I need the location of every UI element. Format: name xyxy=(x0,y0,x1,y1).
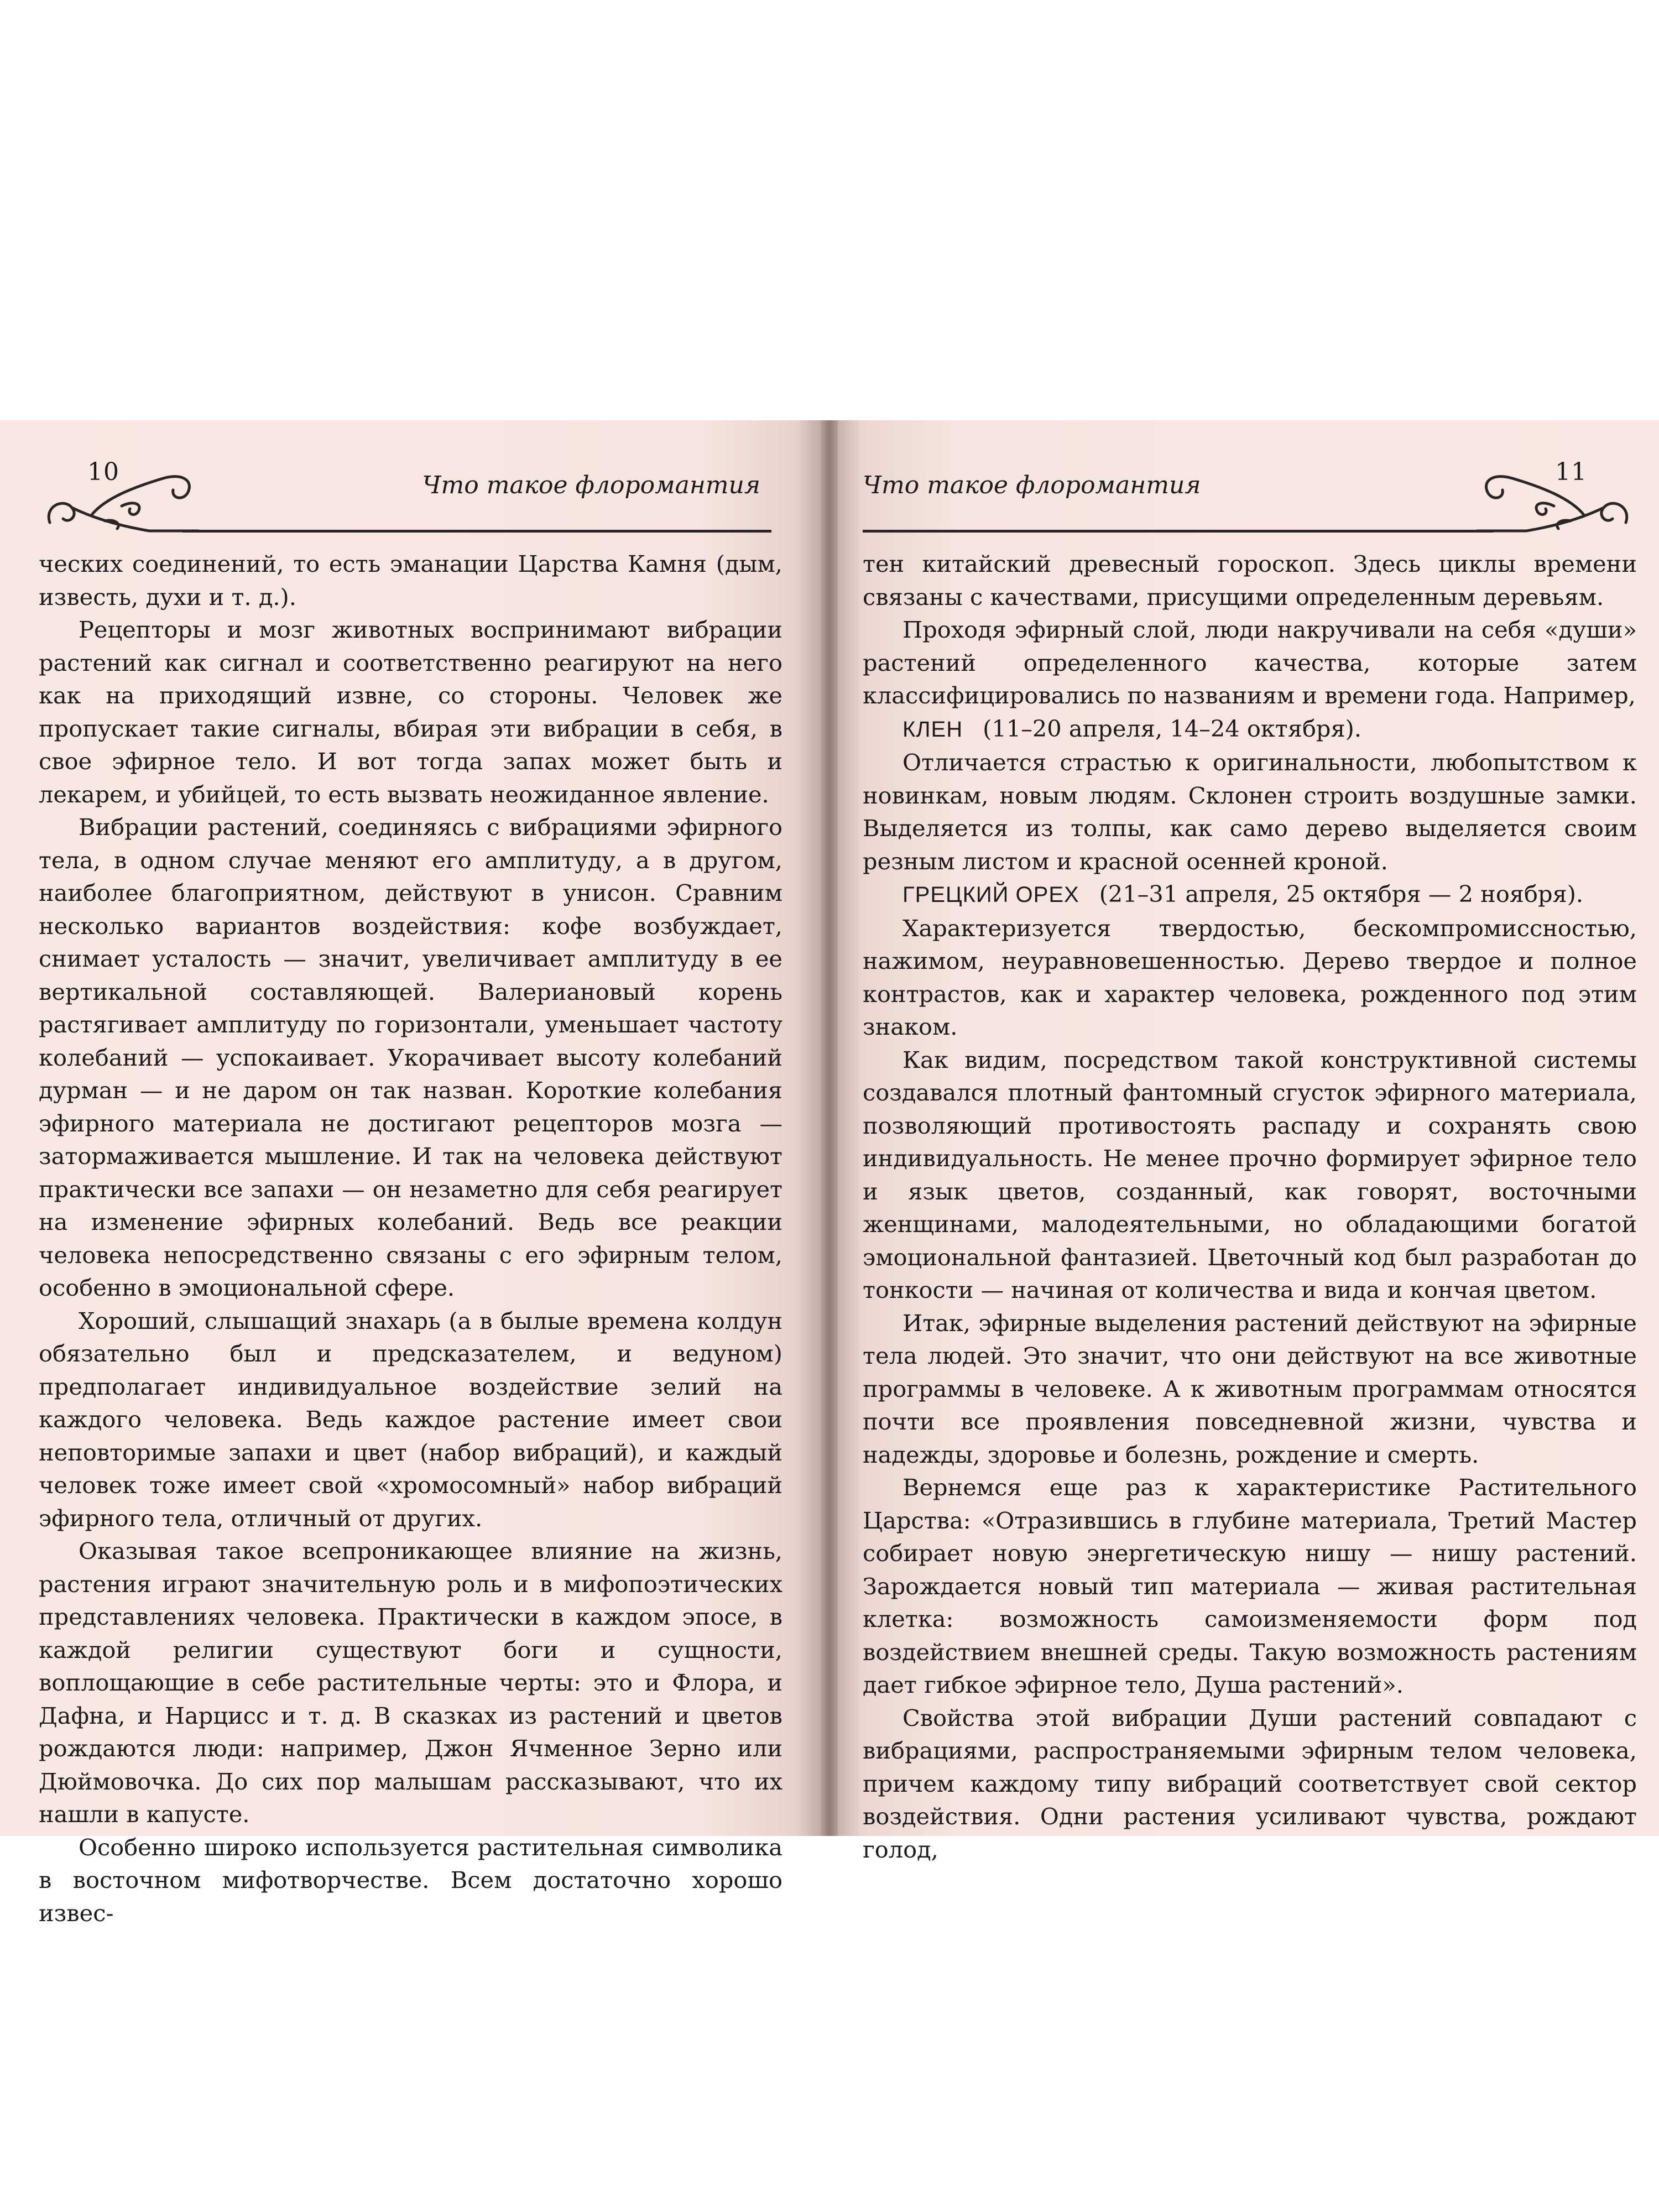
left-page xyxy=(0,420,821,1927)
tree-name: ГРЕЦКИЙ ОРЕХ xyxy=(902,883,1079,907)
right-page-header xyxy=(863,420,1637,547)
tree-dates: (21–31 апреля, 25 октября — 2 ноября). xyxy=(1099,880,1584,907)
horoscope-entry-heading xyxy=(863,878,1637,912)
running-title: Что такое флоромантия xyxy=(422,471,760,499)
paragraph: Рецепторы и мозг животных воспринимают вибрации растений как сигнал и соответственно реагируют на него как на приходящий извне, со стороны. Человек же пропускает такие сигналы, вбирая эти вибрации в себя, в свое эфирное тело. И вот тогда запах может быть и лекарем, и убийцей, то есть вызвать неожиданное явление. xyxy=(39,616,782,808)
paragraph: Итак, эфирные выделения растений действуют на эфирные тела людей. Это значит, что они действуют на все животные программы в человеке. А к животным программам относятся почти все проявления повседневной жизни, чувства и надежды, здоровье и болезнь, рождение и смерть. xyxy=(863,1309,1637,1468)
right-page xyxy=(838,420,1659,1863)
tree-dates: (11–20 апреля, 14–24 октября). xyxy=(983,714,1362,742)
paragraph: Проходя эфирный слой, люди накручивали на себя «души» растений определенного качества, которые затем классифицировались по названиям и времени года. Например, xyxy=(863,616,1637,709)
header-rule xyxy=(182,530,771,533)
book-gutter xyxy=(821,420,838,1836)
paragraph: Как видим, посредством такой конструктивной системы создавался плотный фантомный сгусток эфирного материала, позволяющий противостоять распаду и сохранять свою индивидуальность. Не менее прочно формирует эфирное тело и язык цветов, созданный, как говорят, восточными женщинами, малодеятельными, но обладающими богатой эмоциональной фантазией. Цветочный код был разработан до тонкости — начиная от количества и вида и кончая цветом. xyxy=(863,1046,1637,1303)
tree-name: КЛЕН xyxy=(902,717,963,742)
left-page-body xyxy=(39,547,782,1929)
paragraph: Особенно широко используется растительная символика в восточном мифотворчестве. Всем достаточно хорошо извес- xyxy=(39,1833,782,1927)
paragraph: Свойства этой вибрации Души растений совпадают с вибрациями, распространяемыми эфирным телом человека, причем каждому типу вибраций соответствует свой сектор воздействия. Одни растения усиливают чувства, рождают голод, xyxy=(863,1704,1637,1863)
paragraph: тен китайский древесный гороскоп. Здесь циклы времени связаны с качествами, присущими определенным деревьям. xyxy=(863,550,1637,611)
book-spread xyxy=(0,420,1659,1927)
running-title: Что такое флоромантия xyxy=(863,471,1201,499)
paragraph: Оказывая такое всепроникающее влияние на жизнь, растения играют значительную роль и в мифопоэтических представлениях человека. Практически в каждом эпосе, в каждой религии существуют боги и сущности, воплощающие в себе растительные черты: это и Флора, и Дафна, и Нарцисс и т. д. В сказках из растений и цветов рождаются люди: например, Джон Ячменное Зерно или Дюймовочка. До сих пор малышам рассказывают, что их нашли в капусте. xyxy=(39,1537,782,1828)
paragraph: Характеризуется твердостью, бескомпромиссностью, нажимом, неуравновешенностью. Дерево твердое и полное контрастов, как и характер человека, рожденного под этим знаком. xyxy=(863,914,1637,1040)
paragraph: Вернемся еще раз к характеристике Растительного Царства: «Отразившись в глубине материала, Третий Мастер собирает новую энергетическую нишу — нишу растений. Зарождается новый тип материала — живая растительная клетка: возможность самоизменяемости форм под воздействием внешней среды. Такую возможность растениям дает гибкое эфирное тело, Душа растений». xyxy=(863,1474,1637,1698)
right-page-body xyxy=(863,547,1637,1866)
left-page-header xyxy=(39,420,782,547)
paragraph: Отличается страстью к оригинальности, любопытством к новинкам, новым людям. Склонен строить воздушные замки. Выделяется из толпы, как само дерево выделяется своим резным листом и красной осенней кроной. xyxy=(863,749,1637,875)
page-number: 11 xyxy=(1555,458,1587,486)
paragraph: Хороший, слышащий знахарь (а в былые времена колдун обязательно был и предсказателем, и ведуном) предполагает индивидуальное воздействие зелий на каждого человека. Ведь каждое растение имеет свои неповторимые запахи и цвет (набор вибраций), и каждый человек тоже имеет свой «хромосомный» набор вибраций эфирного тела, отличный от других. xyxy=(39,1307,782,1532)
paragraph: Вибрации растений, соединяясь с вибрациями эфирного тела, в одном случае меняют его амплитуду, а в другом, наиболее благоприятном, действуют в унисон. Сравним несколько вариантов воздействия: кофе возбуждает, снимает усталость — значит, увеличивает амплитуду в ее вертикальной составляющей. Валериановый корень растягивает амплитуду по горизонтали, уменьшает частоту колебаний — успокаивает. Укорачивает высоту колебаний дурман — и не даром он так назван. Короткие колебания эфирного материала не достигают рецепторов мозга — затормаживается мышление. И так на человека действуют практически все запахи — он незаметно для себя реагирует на изменение эфирных колебаний. Ведь все реакции человека непосредственно связаны с его эфирным телом, особенно в эмоциональной сфере. xyxy=(39,813,782,1301)
header-rule xyxy=(863,530,1493,533)
paragraph: ческих соединений, то есть эманации Царства Камня (дым, известь, духи и т. д.). xyxy=(39,550,782,611)
page-number: 10 xyxy=(87,458,119,486)
horoscope-entry-heading xyxy=(863,712,1637,747)
